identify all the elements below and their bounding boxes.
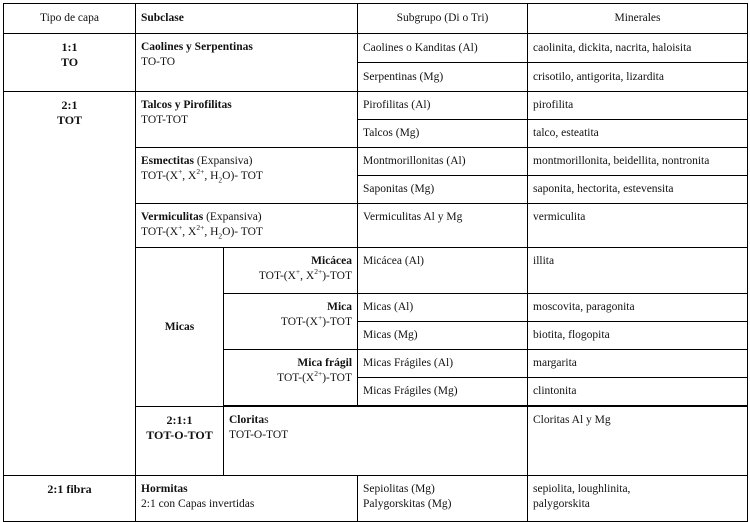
subgrupo-line: Palygorskitas (Mg): [363, 498, 452, 510]
subgrupo-cell: Saponitas (Mg): [358, 176, 528, 204]
tipo-cell-tot-o-tot: [136, 407, 224, 476]
subclase-cell-talcos: [136, 92, 358, 148]
formula-sup: +: [295, 267, 301, 277]
formula-part: , H: [204, 170, 219, 182]
minerales-line: sepiolita, loughlinita,: [533, 483, 631, 495]
header-subgrupo: Subgrupo (Di o Tri): [358, 4, 528, 34]
formula-sup: +: [178, 167, 183, 177]
subclase-qualifier: (Expansiva): [194, 155, 253, 167]
formula-part: )-TOT: [322, 372, 353, 384]
subgrupo-cell: Montmorillonitas (Al): [358, 148, 528, 176]
subclase-formula: [141, 169, 352, 184]
subclase-cell-micacea: [224, 248, 358, 294]
minerales-cell: crisotilo, antigorita, lizardita: [528, 63, 748, 92]
subclase-cell-mica-fragil: [224, 350, 358, 406]
subgrupo-cell: Caolines o Kanditas (Al): [358, 34, 528, 63]
formula-sup: +: [178, 223, 183, 233]
formula-part: )-TOT: [322, 270, 353, 282]
subclase-formula: [229, 315, 352, 330]
formula-part: TOT-(X: [141, 226, 179, 238]
tipo-code: TO: [60, 55, 79, 69]
subclase-structure: TO-TO: [141, 56, 176, 68]
tipo-ratio: 2:1:1: [166, 413, 193, 427]
formula-part: TOT-(X: [141, 170, 179, 182]
subclase-name: Mica frágil: [297, 357, 353, 369]
subgrupo-cell: Micas Frágiles (Al): [358, 350, 528, 378]
tipo-code: TOT-O-TOT: [146, 428, 213, 442]
tipo-ratio: 1:1: [61, 40, 78, 54]
formula-part: )-TOT: [322, 316, 353, 328]
subclase-cell-hormitas: [136, 476, 358, 522]
subclase-cell-esmectitas: [136, 148, 358, 204]
formula-sup: 2+: [196, 223, 205, 233]
subclase-name: Hormitas: [141, 483, 188, 495]
subclase-name: Vermiculitas: [141, 211, 204, 223]
formula-sup: 2+: [314, 369, 323, 379]
header-row: [4, 4, 748, 34]
formula-part: , X: [182, 170, 197, 182]
minerales-cell: pirofilita: [528, 92, 748, 120]
subclase-cell-cloritas: [224, 407, 528, 476]
subgrupo-cell: Micas (Al): [358, 294, 528, 322]
header-minerales: Minerales: [528, 4, 748, 34]
minerales-cell: vermiculita: [528, 204, 748, 248]
subclase-cell-vermiculitas: [136, 204, 358, 248]
formula-part: , H: [204, 226, 219, 238]
subclase-structure: 2:1 con Capas invertidas: [141, 498, 255, 510]
subgrupo-cell: Pirofilitas (Al): [358, 92, 528, 120]
subgrupo-cell: Talcos (Mg): [358, 120, 528, 148]
formula-part: TOT-(X: [280, 316, 318, 328]
subclase-formula: [141, 225, 352, 240]
subclase-title: [229, 413, 522, 428]
subclase-name-suffix: s: [264, 414, 269, 426]
subgrupo-cell: Cloritas Al y Mg: [528, 407, 748, 476]
subclase-title: [141, 210, 352, 225]
minerales-cell: biotita, flogopita: [528, 322, 748, 350]
minerales-cell: moscovita, paragonita: [528, 294, 748, 322]
subclase-qualifier: (Expansiva): [203, 211, 262, 223]
formula-sub: 2: [218, 231, 223, 241]
formula-part: TOT-(X: [258, 270, 296, 282]
tipo-code: TOT: [56, 113, 83, 127]
subgrupo-line: Sepiolitas (Mg): [363, 483, 435, 495]
formula-part: O)- TOT: [222, 170, 263, 182]
subclase-cell-caolines: [136, 34, 358, 92]
subclase-name: Talcos y Pirofilitas: [141, 99, 232, 111]
subclase-structure: TOT-O-TOT: [229, 429, 289, 441]
subgrupo-cell: Serpentinas (Mg): [358, 63, 528, 92]
subclase-title: [141, 154, 352, 169]
minerales-cell: [528, 476, 748, 522]
formula-part: O)- TOT: [222, 226, 263, 238]
minerales-cell: talco, esteatita: [528, 120, 748, 148]
micas-label-cell: Micas: [136, 248, 224, 407]
formula-sup: 2+: [314, 267, 323, 277]
tipo-ratio: 2:1: [61, 98, 78, 112]
subgrupo-cell: Vermiculitas Al y Mg: [358, 204, 528, 248]
subclase-name: Clorita: [229, 414, 265, 426]
minerales-cell: clintonita: [528, 378, 748, 406]
tipo-cell-fibra: 2:1 fibra: [4, 476, 136, 522]
subgrupo-cell: Micácea (Al): [358, 248, 528, 294]
formula-sub: 2: [218, 175, 223, 185]
formula-sup: 2+: [196, 167, 205, 177]
minerales-cell: montmorillonita, beidellita, nontronita: [528, 148, 748, 176]
header-subclase: Subclase: [136, 4, 358, 34]
table-row: [4, 476, 748, 522]
subgrupo-cell: Micas Frágiles (Mg): [358, 378, 528, 406]
formula-sup: +: [317, 313, 323, 323]
clay-classification-table: [3, 3, 748, 522]
subgrupo-cell: Micas (Mg): [358, 322, 528, 350]
minerales-cell: caolinita, dickita, nacrita, haloisita: [528, 34, 748, 63]
table-row: [4, 92, 748, 120]
formula-part: , X: [182, 226, 197, 238]
tipo-cell-to: [4, 34, 136, 92]
subclase-formula: [229, 269, 352, 284]
subclase-name: Esmectitas: [141, 155, 195, 167]
minerales-cell: saponita, hectorita, estevensita: [528, 176, 748, 204]
minerales-line: palygorskita: [533, 498, 590, 510]
header-tipo: Tipo de capa: [4, 4, 136, 34]
subclase-name: Mica: [327, 301, 353, 313]
subclase-name: Micácea: [311, 255, 353, 267]
tipo-cell-tot: [4, 92, 136, 476]
subgrupo-cell: [358, 476, 528, 522]
minerales-cell: illita: [528, 248, 748, 294]
subclase-formula: [229, 371, 352, 386]
subclase-name: Caolines y Serpentinas: [141, 41, 253, 53]
subclase-cell-mica: [224, 294, 358, 350]
formula-part: , X: [300, 270, 315, 282]
minerales-cell: margarita: [528, 350, 748, 378]
formula-part: TOT-(X: [277, 372, 315, 384]
subclase-structure: TOT-TOT: [141, 114, 189, 126]
table-row: [4, 34, 748, 63]
